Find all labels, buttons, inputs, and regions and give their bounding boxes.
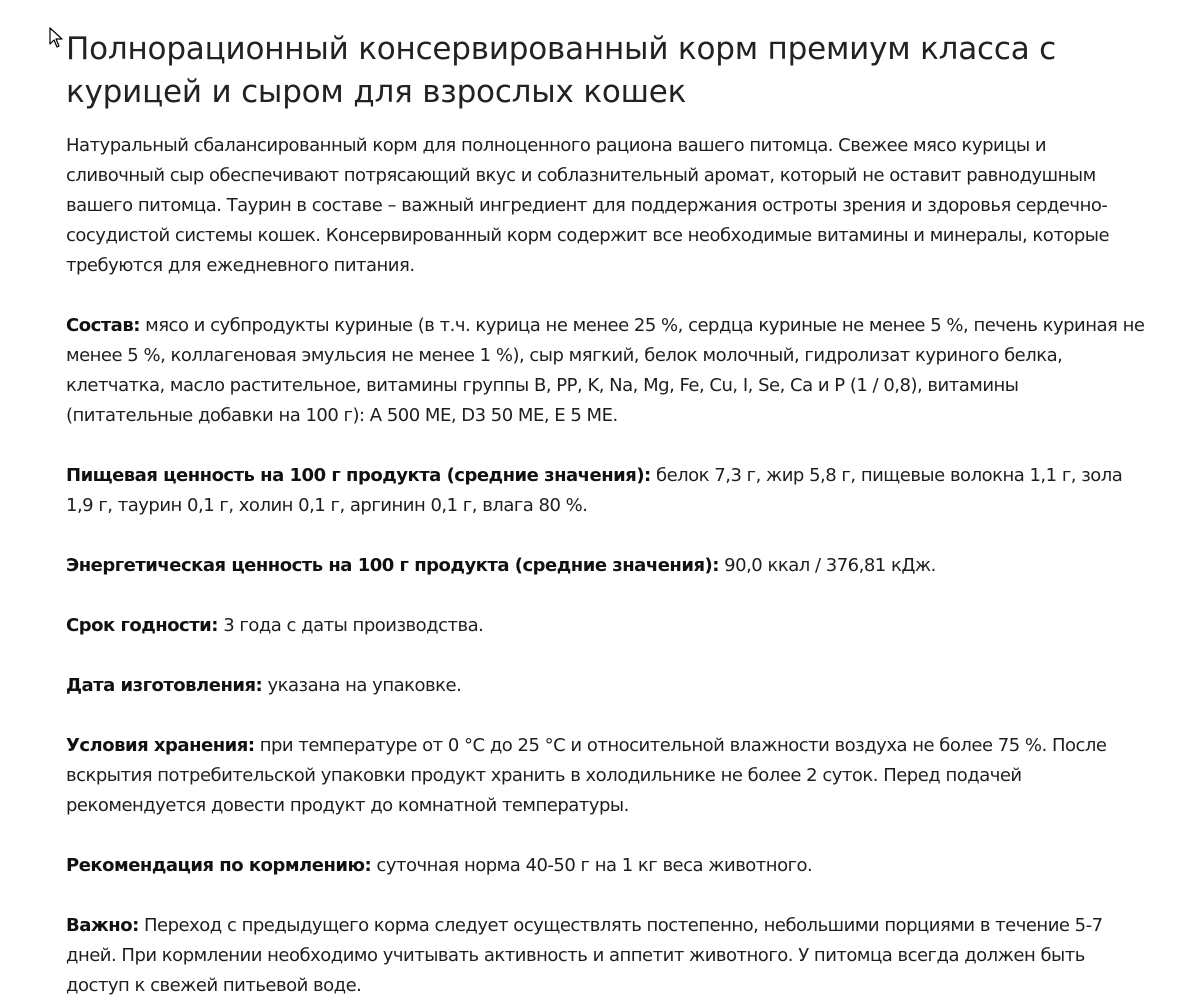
shelf-life-label: Срок годности: (66, 615, 218, 636)
intro-paragraph: Натуральный сбалансированный корм для полноценного рациона вашего питомца. Свежее мясо курицы и сливочный сыр обеспечивают потрясающий вкус и соблазнительный аромат, который не оставит равнодушным вашего питомца. Таурин в составе – важный ингредиент для поддержания остроты зрения и здоровья сердечно-сосудистой системы кошек. Консервированный корм содержит все необходимые витамины и минералы, которые требуются для ежедневного питания. (66, 135, 1110, 276)
important-label: Важно: (66, 915, 139, 936)
product-description (66, 28, 1146, 1001)
mouse-pointer-icon (49, 27, 65, 49)
nutrition-section (66, 461, 1146, 521)
important-text: Переход с предыдущего корма следует осуществлять постепенно, небольшими порциями в течение 5-7 дней. При кормлении необходимо учитывать активность и аппетит животного. У питомца всегда должен быть доступ к свежей питьевой воде. (66, 915, 1103, 996)
manufacture-date-label: Дата изготовления: (66, 675, 263, 696)
energy-section (66, 551, 1146, 581)
feeding-section (66, 851, 1146, 881)
energy-text: 90,0 ккал / 376,81 кДж. (718, 555, 936, 576)
composition-section (66, 311, 1146, 431)
storage-text: при температуре от 0 °С до 25 °С и относительной влажности воздуха не более 75 %. После вскрытия потребительской упаковки продукт хранить в холодильнике не более 2 суток. Перед подачей рекомендуется довести продукт до комнатной температуры. (66, 735, 1107, 816)
page-title: Полнорационный консервированный корм премиум класса с курицей и сыром для взрослых кошек (66, 31, 1056, 110)
manufacture-date-text: указана на упаковке. (262, 675, 462, 696)
important-section (66, 911, 1146, 1001)
manufacture-date-section (66, 671, 1146, 701)
shelf-life-section (66, 611, 1146, 641)
nutrition-label: Пищевая ценность на 100 г продукта (средние значения): (66, 465, 651, 486)
energy-label: Энергетическая ценность на 100 г продукта (средние значения): (66, 555, 719, 576)
feeding-label: Рекомендация по кормлению: (66, 855, 372, 876)
composition-label: Состав: (66, 315, 140, 336)
storage-section (66, 731, 1146, 821)
storage-label: Условия хранения: (66, 735, 255, 756)
feeding-text: суточная норма 40-50 г на 1 кг веса животного. (371, 855, 813, 876)
nutrition-text: белок 7,3 г, жир 5,8 г, пищевые волокна 1,1 г, зола 1,9 г, таурин 0,1 г, холин 0,1 г, аргинин 0,1 г, влага 80 %. (66, 465, 1123, 516)
shelf-life-text: 3 года с даты производства. (217, 615, 484, 636)
composition-text: мясо и субпродукты куриные (в т.ч. курица не менее 25 %, сердца куриные не менее 5 %, печень куриная не менее 5 %, коллагеновая эмульсия не менее 1 %), сыр мягкий, белок молочный, гидролизат куриного белка, клетчатка, масло растительное, витамины группы B, PP, K, Na, Mg, Fe, Cu, I, Se, Ca и P (1 / 0,8), витамины (питательные добавки на 100 г): А 500 МЕ, D3 50 МЕ, Е 5 МЕ. (66, 315, 1145, 426)
